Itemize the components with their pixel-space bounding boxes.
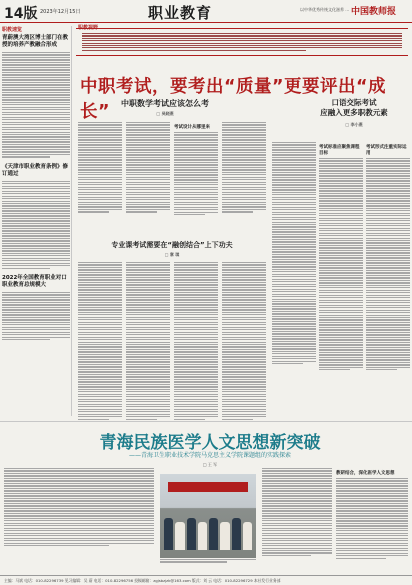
article-column <box>78 122 122 213</box>
article-column <box>272 142 316 364</box>
article-column <box>78 262 122 420</box>
issue-date: 2023年12月15日 <box>40 9 81 15</box>
article-title-text: 专业课考试需要在“融创结合”上下功夫 <box>111 241 233 249</box>
masthead-rule <box>0 22 412 23</box>
news-item <box>2 35 70 158</box>
body-text <box>319 158 363 370</box>
body-text <box>262 468 332 556</box>
article-subhead: 教研结合，深化医学人文思想 <box>336 471 395 476</box>
left-news-column <box>2 26 70 346</box>
body-text <box>272 142 316 364</box>
body-text <box>2 181 70 269</box>
article-column <box>174 122 218 215</box>
photo-caption <box>160 559 256 563</box>
news-item <box>2 164 70 269</box>
body-text <box>222 122 266 213</box>
body-text <box>174 132 218 215</box>
article-column <box>222 122 266 213</box>
body-text <box>126 262 170 420</box>
lower-article-column <box>4 468 154 546</box>
news-headline: 青蔚澳大湾区博士部门在教授的培养产教融合形成 <box>2 35 69 48</box>
body-text <box>222 262 266 420</box>
body-text <box>2 52 70 158</box>
section-title: 职业教育 <box>148 4 213 22</box>
lower-article-column <box>336 468 408 559</box>
news-headline: 《天津市职业教育条例》修订通过 <box>2 163 69 177</box>
article-column <box>319 142 363 370</box>
article-subhead: 考试形式注重实际运用 <box>366 145 407 156</box>
article-column <box>174 262 218 420</box>
feature-headline: 中职考试，要考出“质量”更要评出“成长” <box>80 77 387 122</box>
article-column <box>366 142 410 370</box>
body-text <box>78 122 122 213</box>
lower-feature-subtitle: ——青海卫生职业技术学院马克思主义学院课题组的实践探索 <box>128 452 291 459</box>
column-tag: 职教速览 <box>2 27 23 33</box>
column-divider <box>71 26 72 416</box>
article-author: □ 吴晓燕 <box>156 111 174 116</box>
section-divider <box>0 421 412 422</box>
article-column <box>222 262 266 420</box>
body-text <box>78 262 122 420</box>
article-title <box>80 98 250 117</box>
intro-text <box>82 33 402 51</box>
page-footer: 主编：马斌 电话：010-82296739 见习编辑：吴 蔚 电话：010-82296756 投稿邮箱：zgjsbzjzk@163.com 版式：刘 云 电话：010-82296729 本社发行业务部 <box>0 575 412 585</box>
lower-feature-author: □ 王 军 <box>202 462 218 467</box>
body-text <box>126 122 170 213</box>
article-author: □ 李小燕 <box>345 122 363 127</box>
article-title <box>300 98 408 130</box>
article-title <box>78 240 266 258</box>
body-text <box>336 478 408 559</box>
article-subhead: 考试设计从哪里来 <box>174 125 210 130</box>
group-photo <box>160 474 256 558</box>
article-column <box>126 262 170 420</box>
article-author: □ 章 琪 <box>164 252 180 257</box>
article-column <box>126 122 170 213</box>
lower-article-column <box>262 468 332 556</box>
article-subhead: 考试标准应聚焦课程目标 <box>319 145 360 156</box>
article-title-text: 中职数学考试应该怎么考 <box>121 99 209 108</box>
article-subtitle-text: 应融入更多职教元素 <box>320 108 388 117</box>
editor-intro <box>76 28 408 56</box>
body-text <box>2 292 70 341</box>
body-text <box>4 468 154 546</box>
body-text <box>366 158 410 370</box>
news-item <box>2 275 70 341</box>
feature-tag: 职教视野 <box>78 25 99 31</box>
news-headline: 2022年全国教育职业对口职业教育总规模大 <box>2 274 67 288</box>
lower-feature-title: 青海民族医学人文思想新突破 <box>99 433 321 453</box>
masthead-slogan: 以中华优秀传统文化滋养 … <box>300 7 350 12</box>
photo-banner <box>168 482 248 492</box>
page-number: 14版 <box>4 6 38 22</box>
body-text <box>174 262 218 420</box>
article-title-text: 口语交际考试 <box>331 98 377 107</box>
newspaper-name: 中国教师报 <box>351 7 397 17</box>
photo-people <box>164 514 252 550</box>
masthead <box>0 0 412 24</box>
